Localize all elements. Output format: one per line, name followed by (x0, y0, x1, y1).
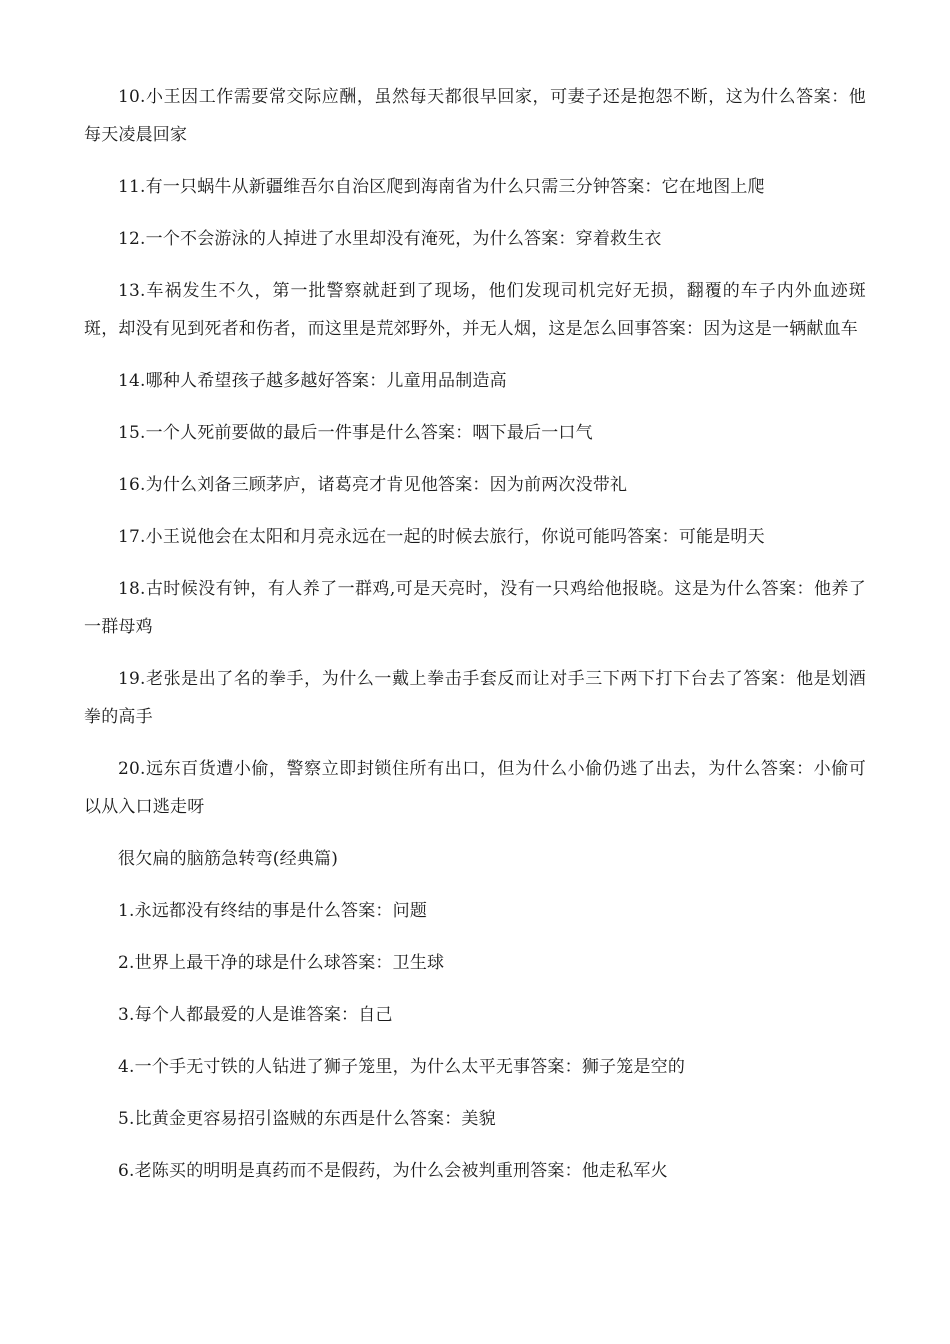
classic-riddle-1: 1.永远都没有终结的事是什么答案：问题 (118, 901, 428, 921)
riddle-paragraph-15: 15.一个人死前要做的最后一件事是什么答案：咽下最后一口气 (118, 423, 593, 443)
riddle-paragraph-16: 16.为什么刘备三顾茅庐，诸葛亮才肯见他答案：因为前两次没带礼 (118, 475, 628, 495)
classic-riddle-6: 6.老陈买的明明是真药而不是假药，为什么会被判重刑答案：他走私军火 (118, 1161, 668, 1181)
classic-riddle-2: 2.世界上最干净的球是什么球答案：卫生球 (118, 953, 445, 973)
classic-riddle-3: 3.每个人都最爱的人是谁答案：自己 (118, 1005, 393, 1025)
riddle-paragraph-18: 18.古时候没有钟，有人养了一群鸡,可是天亮时，没有一只鸡给他报晓。这是为什么答案：他养了一群母鸡 (84, 579, 866, 637)
riddle-paragraph-17: 17.小王说他会在太阳和月亮永远在一起的时候去旅行，你说可能吗答案：可能是明天 (118, 527, 765, 547)
section-heading: 很欠扁的脑筋急转弯(经典篇) (118, 849, 339, 869)
riddle-paragraph-11: 11.有一只蜗牛从新疆维吾尔自治区爬到海南省为什么只需三分钟答案：它在地图上爬 (118, 177, 765, 197)
riddle-paragraph-12: 12.一个不会游泳的人掉进了水里却没有淹死，为什么答案：穿着救生衣 (118, 229, 662, 249)
riddle-paragraph-13: 13.车祸发生不久，第一批警察就赶到了现场，他们发现司机完好无损，翻覆的车子内外血迹斑斑，却没有见到死者和伤者，而这里是荒郊野外，并无人烟，这是怎么回事答案：因为这是一辆献血车 (84, 281, 866, 339)
riddle-paragraph-20: 20.远东百货遭小偷，警察立即封锁住所有出口，但为什么小偷仍逃了出去，为什么答案：小偷可以从入口逃走呀 (84, 759, 866, 817)
document-page (84, 78, 866, 1204)
riddle-paragraph-10: 10.小王因工作需要常交际应酬，虽然每天都很早回家，可妻子还是抱怨不断，这为什么答案：他每天凌晨回家 (84, 87, 866, 145)
riddle-paragraph-19: 19.老张是出了名的拳手，为什么一戴上拳击手套反而让对手三下两下打下台去了答案：他是划酒拳的高手 (84, 669, 866, 727)
classic-riddle-5: 5.比黄金更容易招引盗贼的东西是什么答案：美貌 (118, 1109, 496, 1129)
riddle-paragraph-14: 14.哪种人希望孩子越多越好答案：儿童用品制造高 (118, 371, 507, 391)
classic-riddle-4: 4.一个手无寸铁的人钻进了狮子笼里，为什么太平无事答案：狮子笼是空的 (118, 1057, 686, 1077)
